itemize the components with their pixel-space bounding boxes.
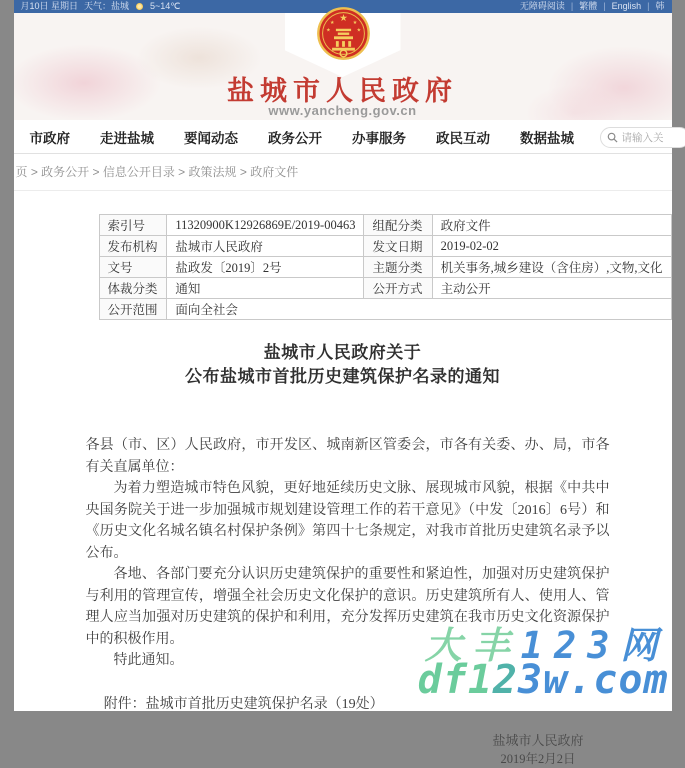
meta-value: 通知: [167, 278, 364, 299]
topbar-links: [520, 0, 665, 13]
meta-value: 盐城市人民政府: [167, 236, 364, 257]
weather-label: 天气：盐城: [84, 0, 129, 13]
meta-label: 文号: [99, 257, 167, 278]
traditional-chinese-link[interactable]: 繁體: [579, 0, 597, 13]
meta-value: 2019-02-02: [432, 236, 671, 257]
temperature-text: 5~14℃: [150, 0, 180, 13]
meta-label: 体裁分类: [99, 278, 167, 299]
document-title: [14, 341, 672, 389]
signer-name: 盐城市人民政府: [492, 731, 583, 750]
breadcrumb[interactable]: 页 > 政务公开 > 信息公开目录 > 政策法规 > 政府文件: [14, 155, 672, 191]
document-body: [86, 435, 610, 715]
metadata-table: [99, 214, 672, 320]
closing-line: 特此通知。: [86, 650, 610, 672]
signature-block: [492, 731, 583, 768]
separator: |: [647, 0, 649, 13]
svg-text:★: ★: [339, 13, 348, 24]
meta-label: 发文日期: [364, 236, 432, 257]
meta-label: 发布机构: [99, 236, 167, 257]
svg-text:★: ★: [356, 28, 361, 34]
meta-value: 面向全社会: [167, 299, 671, 320]
meta-label: 公开范围: [99, 299, 167, 320]
document-content: [14, 192, 672, 711]
paragraph: 各地、各部门要充分认识历史建筑保护的重要性和紧迫性，加强对历史建筑保护与利用的管理宣传，增强全社会历史文化保护的意识。历史建筑所有人、使用人、管理人应当加强对历史建筑的保护和利用，充分发挥历史建筑在我市历史文化资源保护中的积极作用。: [86, 564, 610, 650]
national-emblem-icon: [315, 5, 372, 62]
watermark-text: 3w.com: [518, 657, 669, 703]
meta-label: 主题分类: [364, 257, 432, 278]
nav-item-news[interactable]: 要闻动态: [184, 127, 238, 147]
nav-item-services[interactable]: 办事服务: [352, 127, 406, 147]
nav-item-gov-affairs[interactable]: 政务公开: [268, 127, 322, 147]
meta-value: 机关事务,城乡建设（含住房）,文物,文化: [432, 257, 671, 278]
watermark-text: 2: [493, 657, 518, 703]
paragraph: 为着力塑造城市特色风貌，更好地延续历史文脉、展现城市风貌，根据《中共中央国务院关于进一步加强城市规划建设管理工作的若干意见》（中发〔2016〕6号）和《历史文化名城名镇名村保护条例》第四十七条规定，对我市首批历史建筑名录予以公布。: [86, 478, 610, 564]
nav-item-interaction[interactable]: 政民互动: [436, 127, 490, 147]
signature-date: 2019年2月2日: [492, 750, 583, 768]
meta-value: 政府文件: [432, 215, 671, 236]
attachment-line: 附件：盐城市首批历史建筑保护名录（19处）: [86, 694, 610, 716]
watermark-text: 123: [521, 624, 621, 667]
date-text: 月10日 星期日: [21, 0, 79, 13]
site-title: 盐城市人民政府: [14, 69, 672, 108]
meta-value: 盐政发〔2019〕2号: [167, 257, 364, 278]
english-link[interactable]: English: [612, 0, 642, 13]
meta-value: 11320900K12926869E/2019-00463: [167, 215, 364, 236]
separator: |: [603, 0, 605, 13]
svg-text:★: ★: [326, 28, 331, 34]
svg-text:★: ★: [352, 20, 357, 26]
meta-value: 主动公开: [432, 278, 671, 299]
search-placeholder: 请输入关: [622, 130, 664, 145]
separator: |: [571, 0, 573, 13]
korean-link[interactable]: 韩: [655, 0, 664, 13]
weather-icon: [136, 3, 143, 10]
meta-label: 公开方式: [364, 278, 432, 299]
main-nav: [14, 120, 672, 154]
topbar-left: [21, 0, 181, 13]
document-title-line2: 公布盐城市首批历史建筑保护名录的通知: [14, 365, 672, 389]
salutation: 各县（市、区）人民政府，市开发区、城南新区管委会，市各有关委、办、局，市各有关直属单位：: [86, 435, 610, 478]
search-icon: [607, 132, 618, 143]
meta-label: 索引号: [99, 215, 167, 236]
document-title-line1: 盐城市人民政府关于: [14, 341, 672, 365]
watermark-text: 大丰: [425, 624, 521, 667]
watermark-text: df1: [418, 657, 493, 703]
meta-label: 组配分类: [364, 215, 432, 236]
watermark-text: 网: [621, 624, 669, 667]
signature-area: [14, 731, 584, 768]
search-box[interactable]: [600, 127, 685, 148]
table-row: [99, 299, 671, 320]
nav-item-data[interactable]: 数据盐城: [520, 127, 574, 147]
svg-text:★: ★: [329, 20, 334, 26]
table-row: [99, 236, 671, 257]
site-url[interactable]: www.yancheng.gov.cn: [14, 103, 672, 118]
table-row: [99, 278, 671, 299]
browser-page: [14, 0, 672, 711]
table-row: [99, 215, 671, 236]
nav-item-government[interactable]: 市政府: [30, 127, 71, 147]
table-row: [99, 257, 671, 278]
accessibility-link[interactable]: 无障碍阅读: [520, 0, 565, 13]
nav-item-about-yancheng[interactable]: 走进盐城: [100, 127, 154, 147]
